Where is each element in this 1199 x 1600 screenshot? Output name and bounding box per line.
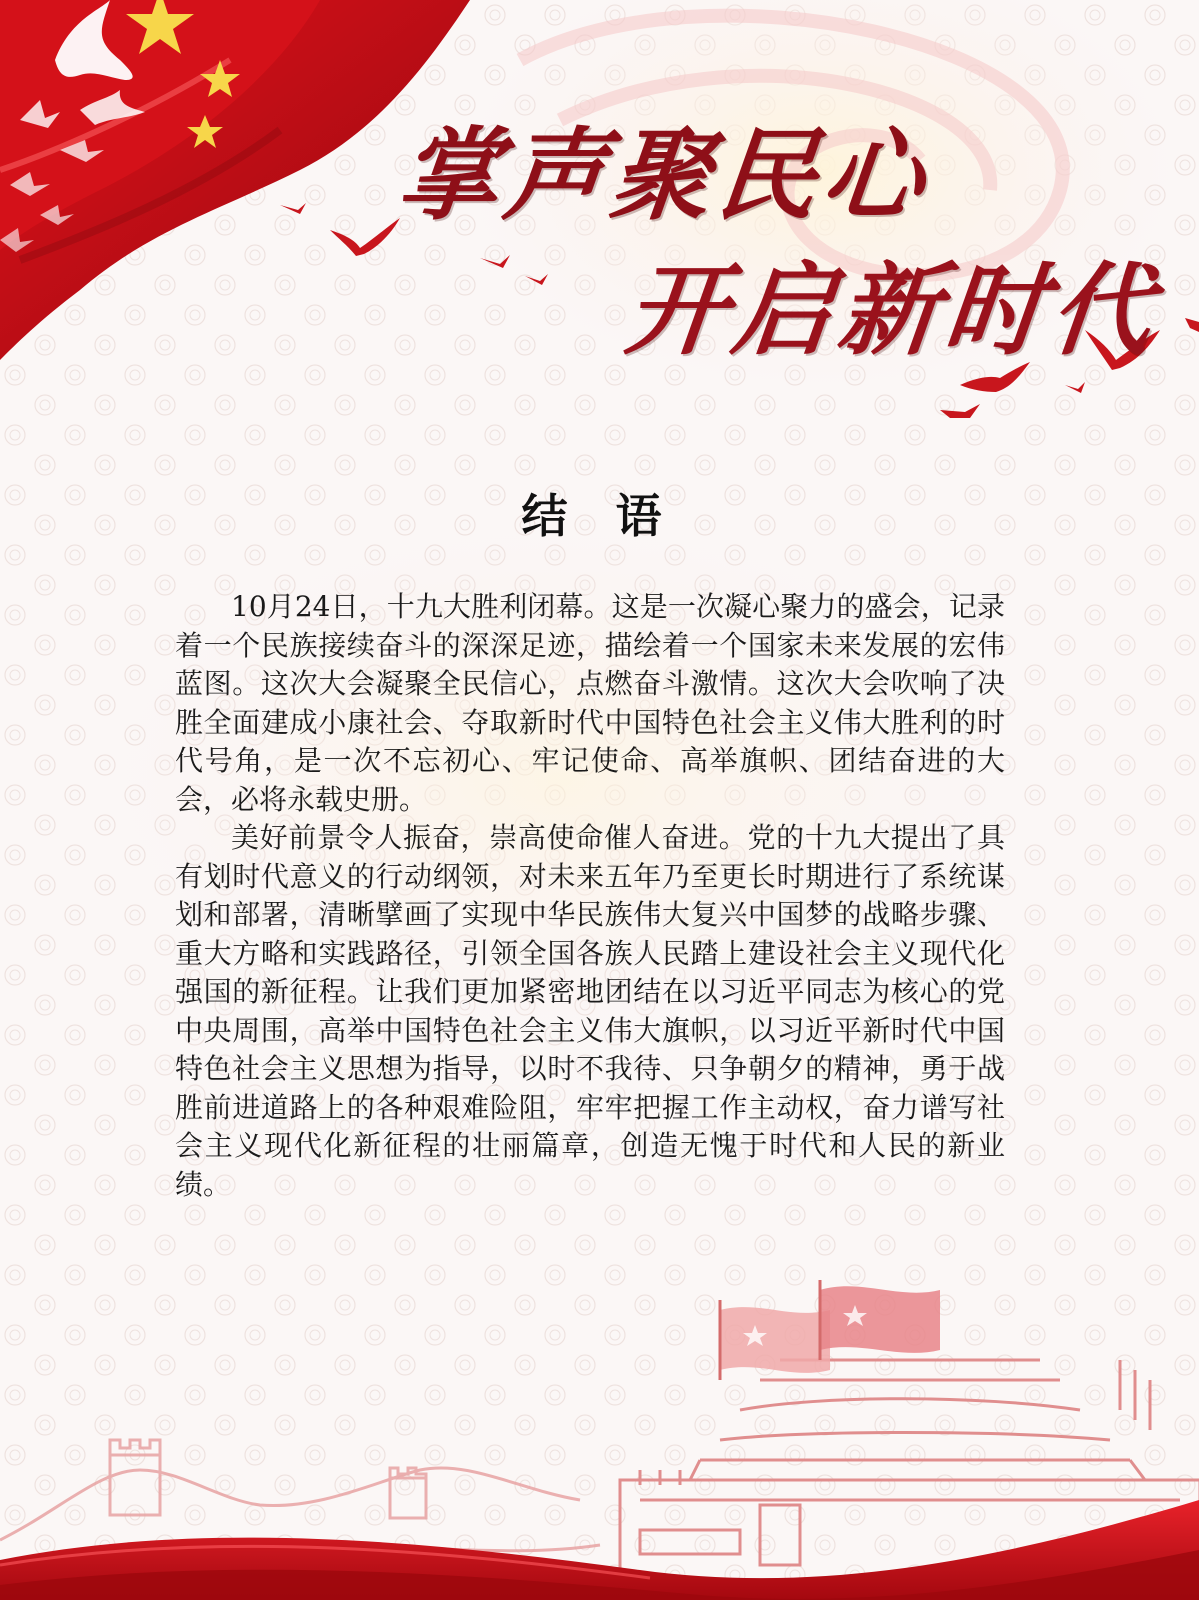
headline-block xyxy=(0,0,1199,420)
body-text xyxy=(175,588,1005,1204)
paragraph-1: 10月24日，十九大胜利闭幕。这是一次凝心聚力的盛会，记录着一个民族接续奋斗的深深足迹，描绘着一个国家未来发展的宏伟蓝图。这次大会凝聚全民信心，点燃奋斗激情。这次大会吹响了决胜全面建成小康社会、夺取新时代中国特色社会主义伟大胜利的时代号角，是一次不忘初心、牢记使命、高举旗帜、团结奋进的大会，必将永载史册。 xyxy=(175,590,1005,816)
headline-line-2: 开启新时代 xyxy=(620,251,1164,369)
section-title: 结 语 xyxy=(521,489,678,543)
paragraph-2: 美好前景令人振奋，崇高使命催人奋进。党的十九大提出了具有划时代意义的行动纲领，对未来五年乃至更长时期进行了系统谋划和部署，清晰擘画了实现中华民族伟大复兴中国梦的战略步骤、重大方略和实践路径，引领全国各族人民踏上建设社会主义现代化强国的新征程。让我们更加紧密地团结在以习近平同志为核心的党中央周围，高举中国特色社会主义伟大旗帜，以习近平新时代中国特色社会主义思想为指导，以时不我待、只争朝夕的精神，勇于战胜前进道路上的各种艰难险阻，牢牢把握工作主动权，奋力谱写社会主义现代化新征程的壮丽篇章，创造无愧于时代和人民的新业绩。 xyxy=(175,821,1005,1201)
headline-line-1: 掌声聚民心 xyxy=(392,116,936,234)
